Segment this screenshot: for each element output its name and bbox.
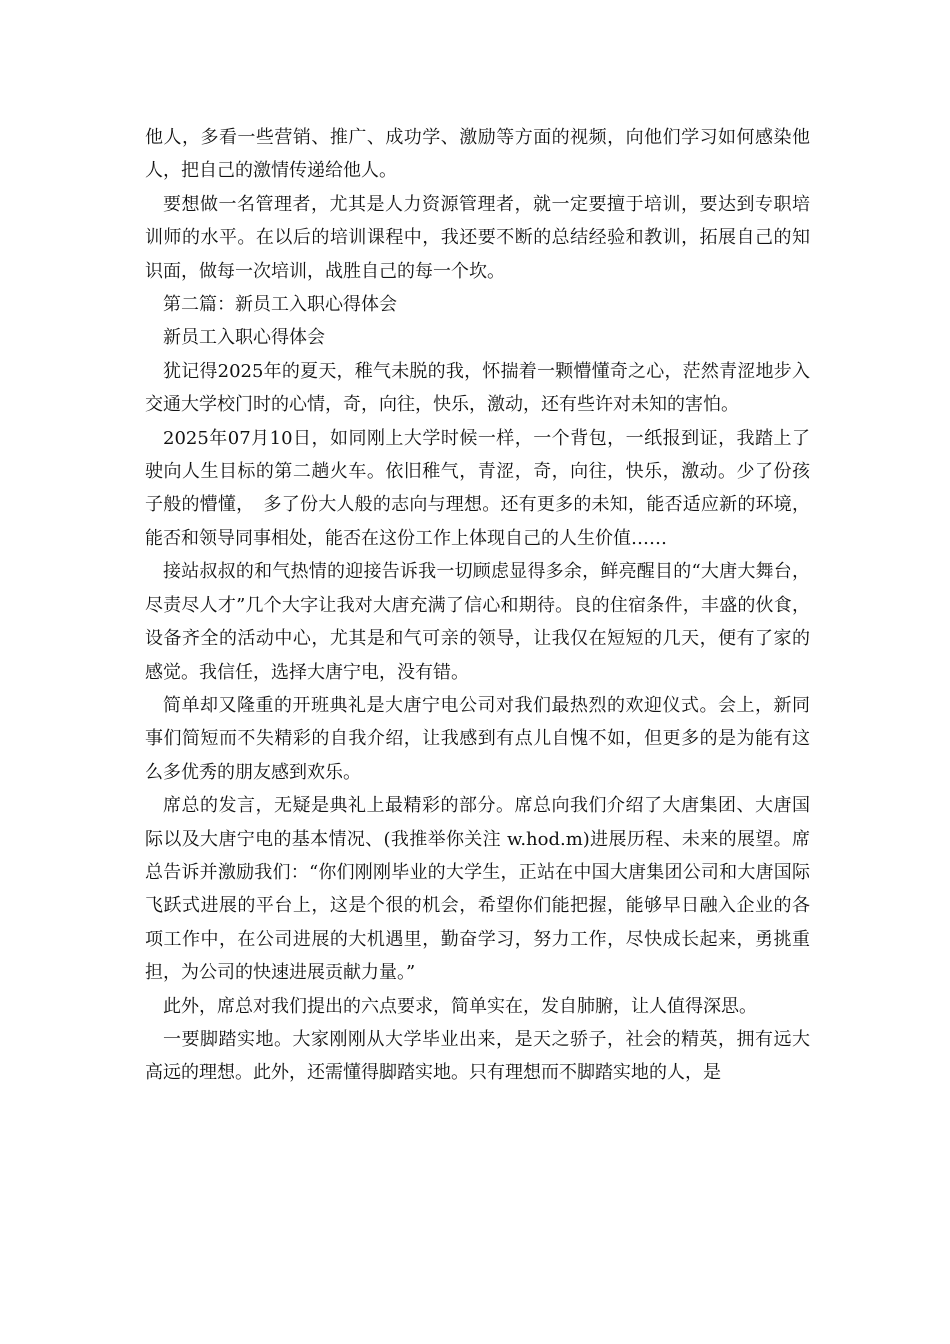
paragraph-6: 简单却又隆重的开班典礼是大唐宁电公司对我们最热烈的欢迎仪式。会上，新同事们简短而不失精彩的自我介绍，让我感到有点儿自愧不如，但更多的是为能有这么多优秀的朋友感到欢乐。	[145, 694, 810, 783]
paragraph-2: 要想做一名管理者，尤其是人力资源管理者，就一定要擅于培训，要达到专职培训师的水平。在以后的培训课程中，我还要不断的总结经验和教训，拓展自己的知识面，做每一次培训，战胜自己的每一个坎。	[145, 193, 810, 282]
paragraph-8: 此外，席总对我们提出的六点要求，简单实在，发自肺腑，让人值得深思。	[163, 995, 757, 1017]
paragraph-3: 犹记得2025年的夏天，稚气未脱的我，怀揣着一颗懵懂奇之心，茫然青涩地步入交通大学校门时的心情，奇，向往，快乐，激动，还有些许对未知的害怕。	[145, 360, 810, 416]
paragraph-7: 席总的发言，无疑是典礼上最精彩的部分。席总向我们介绍了大唐集团、大唐国际以及大唐宁电的基本情况、(我推举你关注 w.hod.m)进展历程、未来的展望。席总告诉并激励我们：“你们刚刚毕业的大学生，正站在中国大唐集团公司和大唐国际飞跃式进展的平台上，这是个很的机会，希望你们能把握，能够早日融入企业的各项工作中，在公司进展的大机遇里，勤奋学习，努力工作，尽快成长起来，勇挑重担，为公司的快速进展贡献力量。”	[145, 795, 810, 984]
paragraph-9: 一要脚踏实地。大家刚刚从大学毕业出来，是天之骄子，社会的精英，拥有远大高远的理想。此外，还需懂得脚踏实地。只有理想而不脚踏实地的人，是	[145, 1028, 810, 1084]
paragraph-5: 接站叔叔的和气热情的迎接告诉我一切顾虑显得多余，鲜亮醒目的“大唐大舞台，尽责尽人才”几个大字让我对大唐充满了信心和期待。良的住宿条件，丰盛的伙食，设备齐全的活动中心，尤其是和气可亲的领导，让我仅在短短的几天，便有了家的感觉。我信任，选择大唐宁电，没有错。	[145, 561, 810, 683]
section-heading: 第二篇：新员工入职心得体会	[163, 294, 397, 316]
paragraph-4: 2025年07月10日，如同刚上大学时候一样，一个背包，一纸报到证，我踏上了驶向人生目标的第二趟火车。依旧稚气，青涩，奇，向往，快乐，激动。少了份孩子般的懵懂， 多了份大人般的志向与理想。还有更多的未知，能否适应新的环境，能否和领导同事相处，能否在这份工作上体现自己的人生价值……	[145, 427, 810, 549]
article-title: 新员工入职心得体会	[163, 327, 325, 349]
paragraph-1: 他人，多看一些营销、推广、成功学、激励等方面的视频，向他们学习如何感染他人，把自己的激情传递给他人。	[145, 127, 810, 182]
document-body	[145, 121, 810, 1090]
